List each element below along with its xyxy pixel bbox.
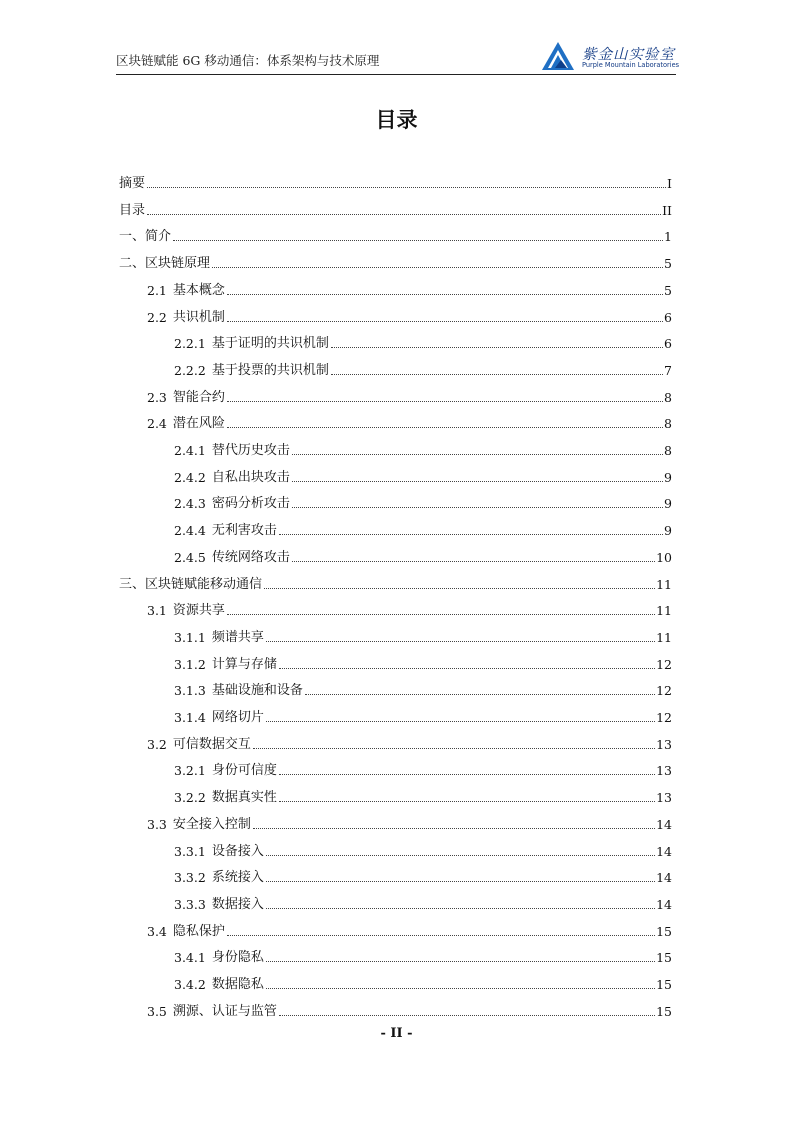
toc-entry[interactable] <box>174 946 672 966</box>
page-header <box>116 40 680 75</box>
toc-entry-label: 频谱共享 <box>211 629 264 645</box>
toc-dot-leader <box>279 800 655 802</box>
toc-entry[interactable] <box>147 733 672 753</box>
toc-entry-page: 9 <box>664 496 672 512</box>
toc-entry[interactable] <box>147 920 672 940</box>
toc-entry-page: 8 <box>664 416 672 432</box>
toc-dot-leader <box>264 587 655 589</box>
toc-entry-page: 6 <box>664 309 672 325</box>
toc-entry-number: 2.2.2 <box>174 362 206 378</box>
toc-entry-number: 3.1.1 <box>174 629 206 645</box>
toc-entry[interactable] <box>174 492 672 512</box>
toc-entry-label: 数据接入 <box>211 896 264 912</box>
logo-english-name: Purple Mountain Laboratories <box>582 61 680 69</box>
toc-entry-label: 基于证明的共识机制 <box>211 336 329 352</box>
toc-entry-page: 14 <box>656 896 672 912</box>
toc-entry-label: 数据隐私 <box>211 977 264 992</box>
toc-entry-page: 6 <box>664 336 672 352</box>
toc-entry-page: 7 <box>664 362 672 378</box>
toc-entry-label: 传统网络攻击 <box>211 549 290 565</box>
toc-entry[interactable] <box>147 1000 672 1020</box>
logo-chinese-name: 紫金山实验室 <box>582 47 675 63</box>
toc-entry-page: 5 <box>664 282 672 298</box>
toc-entry-page: 12 <box>656 710 672 725</box>
toc-entry-number: 3.4.2 <box>174 977 206 992</box>
lab-logo <box>541 40 680 74</box>
toc-entry-page: 9 <box>664 469 672 485</box>
toc-entry[interactable] <box>119 172 672 192</box>
toc-entry-page: 11 <box>656 576 672 592</box>
toc-entry-label: 基本概念 <box>172 282 225 298</box>
toc-entry[interactable] <box>119 573 672 593</box>
toc-entry[interactable] <box>174 653 672 673</box>
toc-entry-number: 3.5 <box>147 1003 167 1019</box>
toc-entry-label: 无利害攻击 <box>211 523 277 539</box>
toc-entry-page: 10 <box>656 549 672 565</box>
toc-entry-page: 9 <box>664 523 672 539</box>
toc-entry-label: 数据真实性 <box>211 790 277 806</box>
toc-entry[interactable] <box>147 813 672 833</box>
toc-entry-page: 1 <box>664 229 672 245</box>
toc-entry[interactable] <box>174 840 672 860</box>
toc-dot-leader <box>331 373 663 375</box>
toc-entry-page: 15 <box>656 950 672 966</box>
toc-entry-number: 2.3 <box>147 389 167 405</box>
toc-entry-page: 13 <box>656 790 672 806</box>
toc-entry-number: 3.3.2 <box>174 870 206 886</box>
toc-entry-page: 12 <box>656 683 672 699</box>
toc-dot-leader <box>279 1014 655 1016</box>
toc-entry[interactable] <box>119 225 672 245</box>
toc-entry[interactable] <box>174 973 672 993</box>
mountain-logo-icon <box>541 41 575 71</box>
toc-dot-leader <box>227 426 663 428</box>
toc-entry-page: I <box>667 176 672 191</box>
toc-dot-leader <box>292 480 663 482</box>
toc-dot-leader <box>227 934 655 936</box>
toc-entry-label: 计算与存储 <box>211 656 277 672</box>
toc-entry[interactable] <box>174 519 672 539</box>
toc-entry-page: 14 <box>656 843 672 859</box>
toc-entry-number: 3.4.1 <box>174 950 206 966</box>
toc-dot-leader <box>305 693 655 695</box>
toc-entry-number: 2.4.5 <box>174 549 206 565</box>
toc-entry-number: 2.4 <box>147 416 167 432</box>
toc-dot-leader <box>292 560 655 562</box>
toc-dot-leader <box>212 266 663 268</box>
toc-dot-leader <box>279 667 655 669</box>
toc-entry-label: 一、简介 <box>119 229 172 245</box>
toc-dot-leader <box>279 533 663 535</box>
toc-entry-label: 网络切片 <box>211 710 264 725</box>
toc-entry[interactable] <box>174 786 672 806</box>
toc-entry[interactable] <box>174 759 672 779</box>
toc-entry-number: 3.1.4 <box>174 710 206 725</box>
toc-entry-number: 3.2.2 <box>174 790 206 806</box>
toc-entry[interactable] <box>174 546 672 566</box>
toc-dot-leader <box>292 506 663 508</box>
toc-entry-label: 基于投票的共识机制 <box>211 362 329 378</box>
toc-entry-label: 潜在风险 <box>172 416 225 432</box>
page-number: - II - <box>380 1026 413 1041</box>
toc-entry-label: 自私出块攻击 <box>211 469 290 485</box>
toc-dot-leader <box>266 960 655 962</box>
toc-entry[interactable] <box>174 626 672 646</box>
header-title: 区块链赋能 6G 移动通信：体系架构与技术原理 <box>116 53 380 68</box>
toc-dot-leader <box>266 907 655 909</box>
toc-entry-number: 2.2.1 <box>174 336 206 352</box>
toc-dot-leader <box>227 293 663 295</box>
toc-entry[interactable] <box>174 466 672 486</box>
toc-entry-number: 2.4.4 <box>174 523 206 539</box>
toc-dot-leader <box>331 346 663 348</box>
toc-dot-leader <box>266 720 655 722</box>
toc-entry[interactable] <box>147 599 672 619</box>
toc-entry-number: 2.1 <box>147 282 167 298</box>
toc-entry[interactable] <box>174 866 672 886</box>
toc-entry-page: II <box>662 202 672 218</box>
toc-entry-number: 3.1.3 <box>174 683 206 699</box>
toc-dot-leader <box>227 400 663 402</box>
toc-dot-leader <box>279 773 655 775</box>
toc-entry[interactable] <box>174 359 672 379</box>
toc-entry-label: 目录 <box>119 202 146 218</box>
toc-dot-leader <box>227 320 663 322</box>
toc-entry[interactable] <box>174 679 672 699</box>
toc-entry[interactable] <box>174 439 672 459</box>
toc-dot-leader <box>266 987 655 989</box>
toc-entry-number: 3.3.1 <box>174 843 206 859</box>
toc-entry-page: 13 <box>656 736 672 752</box>
toc-entry-label: 身份隐私 <box>211 950 264 966</box>
toc-entry[interactable] <box>147 306 672 326</box>
toc-entry-label: 可信数据交互 <box>172 736 251 752</box>
toc-entry-label: 三、区块链赋能移动通信 <box>119 576 263 592</box>
toc-entry-number: 3.2 <box>147 736 167 752</box>
toc-entry-label: 二、区块链原理 <box>119 256 211 272</box>
toc-entry[interactable] <box>119 199 672 219</box>
toc-dot-leader <box>266 640 655 642</box>
toc-entry-number: 3.2.1 <box>174 763 206 779</box>
toc-entry-number: 3.3.3 <box>174 896 206 912</box>
toc-entry-page: 5 <box>664 256 672 272</box>
page-title: 目录 <box>375 108 418 132</box>
toc-entry-label: 安全接入控制 <box>172 816 251 832</box>
toc-entry-page: 8 <box>664 443 672 458</box>
toc-entry-number: 3.3 <box>147 816 167 832</box>
toc-entry-number: 2.4.3 <box>174 496 206 512</box>
toc-entry-number: 3.1.2 <box>174 656 206 672</box>
toc-dot-leader <box>147 186 666 188</box>
toc-entry[interactable] <box>147 412 672 432</box>
toc-dot-leader <box>147 213 661 215</box>
toc-dot-leader <box>253 827 655 829</box>
toc-entry-page: 15 <box>656 1003 672 1019</box>
toc-dot-leader <box>292 453 663 455</box>
toc-entry-page: 15 <box>656 923 672 939</box>
toc-entry-label: 资源共享 <box>172 603 225 619</box>
toc-entry-page: 8 <box>664 389 672 405</box>
toc-entry[interactable] <box>147 279 672 299</box>
toc-dot-leader <box>266 880 655 882</box>
toc-entry-number: 2.4.1 <box>174 443 206 458</box>
toc-entry-label: 隐私保护 <box>172 923 225 939</box>
toc-dot-leader <box>227 613 655 615</box>
toc-entry-label: 系统接入 <box>211 870 264 886</box>
toc-entry-label: 替代历史攻击 <box>211 443 290 458</box>
toc-entry[interactable] <box>174 332 672 352</box>
toc-entry-label: 身份可信度 <box>211 763 277 779</box>
toc-dot-leader <box>173 239 663 241</box>
toc-entry-number: 2.2 <box>147 309 167 325</box>
toc-dot-leader <box>266 854 655 856</box>
toc-entry-number: 2.4.2 <box>174 469 206 485</box>
toc-entry[interactable] <box>119 252 672 272</box>
toc-entry-page: 11 <box>656 629 672 645</box>
toc-entry-page: 14 <box>656 816 672 832</box>
toc-entry[interactable] <box>174 893 672 913</box>
toc-entry-label: 智能合约 <box>172 389 225 405</box>
toc-entry-number: 3.1 <box>147 603 167 619</box>
toc-entry-label: 密码分析攻击 <box>211 496 290 512</box>
toc-entry-page: 15 <box>656 977 672 992</box>
toc-entry-page: 13 <box>656 763 672 779</box>
toc-entry-page: 11 <box>656 603 672 619</box>
toc-entry-page: 12 <box>656 656 672 672</box>
toc-entry-page: 14 <box>656 870 672 886</box>
toc-entry[interactable] <box>147 386 672 406</box>
toc-entry-label: 设备接入 <box>211 843 264 859</box>
toc-dot-leader <box>253 747 655 749</box>
toc-entry-label: 共识机制 <box>172 309 225 325</box>
toc-entry-label: 基础设施和设备 <box>211 683 303 699</box>
toc-entry-label: 溯源、认证与监管 <box>172 1003 277 1019</box>
toc-entry-label: 摘要 <box>119 176 146 191</box>
toc-entry[interactable] <box>174 706 672 726</box>
toc-entry-number: 3.4 <box>147 923 167 939</box>
